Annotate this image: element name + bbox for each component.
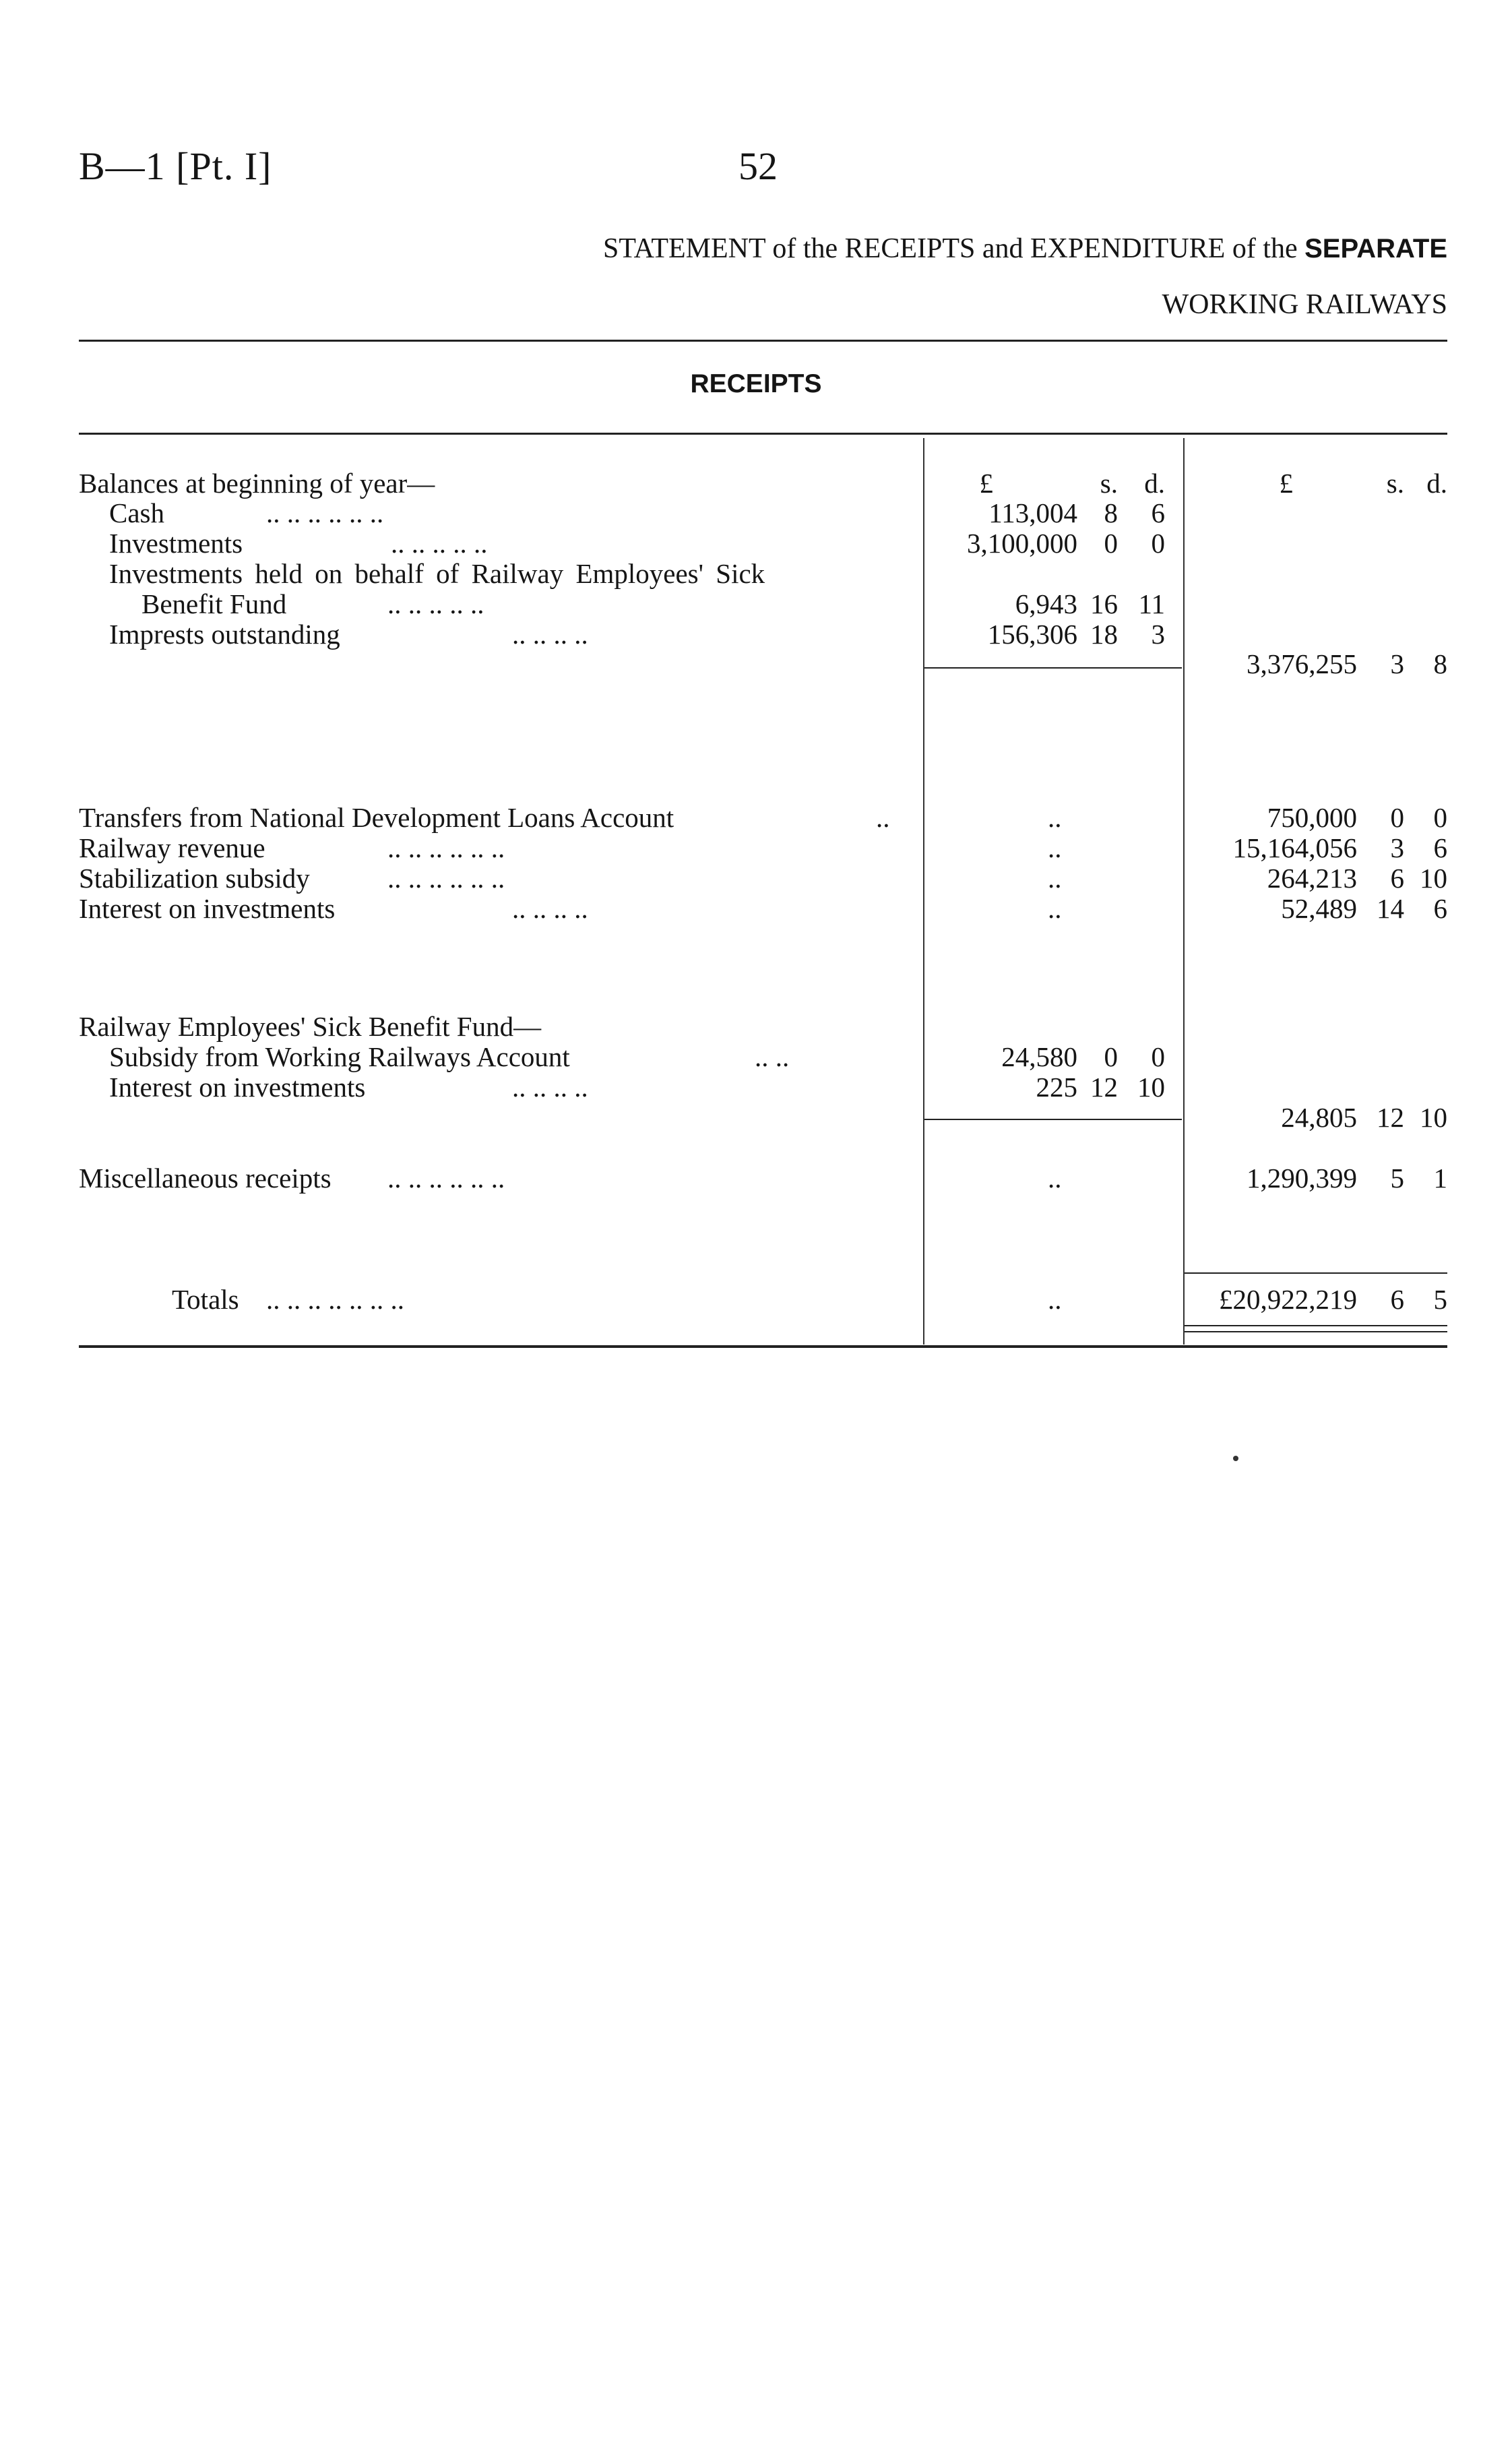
table-row bbox=[0, 588, 1512, 619]
row-shillings: 18 bbox=[1090, 619, 1118, 650]
table-row bbox=[0, 558, 1512, 589]
row-pounds: 3,100,000 bbox=[967, 528, 1077, 559]
statement-title-bold: SEPARATE bbox=[1304, 234, 1447, 264]
row-label: Stabilization subsidy bbox=[79, 863, 310, 894]
row-shillings: 8 bbox=[1104, 497, 1118, 528]
row-dots: .. .. .. .. .. .. bbox=[266, 497, 384, 528]
table-row bbox=[0, 648, 1512, 679]
table-row bbox=[0, 619, 1512, 650]
col2-pound-header: £ bbox=[1279, 468, 1293, 499]
table-row bbox=[0, 893, 1512, 924]
table-top-rule bbox=[79, 433, 1447, 435]
table-row bbox=[0, 1102, 1512, 1133]
column-headers bbox=[0, 468, 1512, 499]
page-number: 52 bbox=[738, 144, 778, 188]
row-label: Imprests outstanding bbox=[109, 619, 340, 650]
row-pounds: 6,943 bbox=[1015, 588, 1077, 619]
row-label: Cash bbox=[109, 497, 164, 528]
totals-label: Totals bbox=[172, 1284, 239, 1315]
table-row bbox=[0, 863, 1512, 894]
row-dots: .. .. .. .. .. .. bbox=[387, 1163, 505, 1194]
row-total-pounds: 3,376,255 bbox=[1247, 648, 1357, 679]
row-col1: .. bbox=[1048, 1163, 1062, 1194]
row-dots: .. .. .. .. .. .. bbox=[387, 832, 505, 863]
statement-subtitle: WORKING RAILWAYS bbox=[1162, 289, 1447, 320]
document-code: B—1 [Pt. I] bbox=[79, 144, 272, 188]
row-shillings: 0 bbox=[1104, 528, 1118, 559]
row-pence: 0 bbox=[1151, 528, 1165, 559]
row-total-pence: 10 bbox=[1420, 1102, 1447, 1133]
table-row bbox=[0, 832, 1512, 863]
row-col1: .. bbox=[1048, 802, 1062, 833]
table-bottom-rule bbox=[79, 1345, 1447, 1348]
table-row bbox=[0, 1041, 1512, 1072]
row-total-pence: 8 bbox=[1433, 648, 1447, 679]
row-total-shillings: 3 bbox=[1390, 648, 1404, 679]
table-row bbox=[0, 1163, 1512, 1194]
row-pence: 10 bbox=[1420, 863, 1447, 894]
stray-mark bbox=[1233, 1456, 1238, 1461]
row-label: Investments held on behalf of Railway Employees' Sick bbox=[109, 558, 765, 589]
totals-pounds: £20,922,219 bbox=[1219, 1284, 1357, 1315]
row-pounds: 156,306 bbox=[987, 619, 1077, 650]
row-shillings: 0 bbox=[1390, 802, 1404, 833]
totals-pence: 5 bbox=[1433, 1284, 1447, 1315]
row-shillings: 3 bbox=[1390, 832, 1404, 863]
row-pence: 6 bbox=[1433, 893, 1447, 924]
row-label: Interest on investments bbox=[79, 893, 336, 924]
table-row bbox=[0, 528, 1512, 559]
row-pence: 0 bbox=[1151, 1041, 1165, 1072]
section-title: RECEIPTS bbox=[690, 369, 822, 398]
row-pence: 3 bbox=[1151, 619, 1165, 650]
row-dots: .. .. .. .. .. .. bbox=[387, 863, 505, 894]
row-label: Miscellaneous receipts bbox=[79, 1163, 332, 1194]
row-shillings: 14 bbox=[1377, 893, 1404, 924]
row-label: Subsidy from Working Railways Account bbox=[109, 1041, 570, 1072]
row-dots: .. .. .. .. .. bbox=[387, 588, 484, 619]
col2-pence-header: d. bbox=[1426, 468, 1447, 499]
row-pence: 0 bbox=[1433, 802, 1447, 833]
row-shillings: 0 bbox=[1104, 1041, 1118, 1072]
row-col1: .. bbox=[1048, 832, 1062, 863]
row-dots: .. .. .. .. bbox=[512, 893, 588, 924]
table-row bbox=[0, 802, 1512, 833]
table-row bbox=[0, 1072, 1512, 1103]
row-pounds: 113,004 bbox=[988, 497, 1077, 528]
row-label: Railway revenue bbox=[79, 832, 265, 863]
row-pence: 6 bbox=[1151, 497, 1165, 528]
row-dots: .. bbox=[876, 802, 890, 833]
col1-pence-header: d. bbox=[1144, 468, 1165, 499]
balances-heading: Balances at beginning of year— bbox=[79, 468, 435, 499]
totals-row bbox=[0, 1284, 1512, 1315]
col2-shilling-header: s. bbox=[1386, 468, 1404, 499]
row-dots: .. .. .. .. bbox=[512, 619, 588, 650]
row-shillings: 12 bbox=[1090, 1072, 1118, 1103]
row-label: Interest on investments bbox=[109, 1072, 366, 1103]
col1-pound-header: £ bbox=[979, 468, 993, 499]
row-label: Benefit Fund bbox=[141, 588, 287, 619]
row-pounds: 264,213 bbox=[1267, 863, 1357, 894]
row-shillings: 6 bbox=[1390, 863, 1404, 894]
statement-title bbox=[603, 233, 1447, 265]
row-pounds: 225 bbox=[1036, 1072, 1077, 1103]
row-col1: .. bbox=[1048, 893, 1062, 924]
col1-shilling-header: s. bbox=[1100, 468, 1118, 499]
row-shillings: 16 bbox=[1090, 588, 1118, 619]
row-pounds: 1,290,399 bbox=[1247, 1163, 1357, 1194]
row-label: Transfers from National Development Loans Account bbox=[79, 802, 674, 833]
totals-double-rule-2 bbox=[1185, 1331, 1447, 1332]
row-pounds: 15,164,056 bbox=[1232, 832, 1357, 863]
row-pence: 11 bbox=[1138, 588, 1165, 619]
totals-shillings: 6 bbox=[1390, 1284, 1404, 1315]
row-dots: .. .. bbox=[755, 1041, 790, 1072]
table-row bbox=[0, 497, 1512, 528]
row-col1: .. bbox=[1048, 1284, 1062, 1315]
row-pounds: 24,580 bbox=[1001, 1041, 1077, 1072]
title-rule bbox=[79, 340, 1447, 342]
row-shillings: 5 bbox=[1390, 1163, 1404, 1194]
row-total-shillings: 12 bbox=[1377, 1102, 1404, 1133]
statement-title-prefix: STATEMENT of the RECEIPTS and EXPENDITURE of the bbox=[603, 233, 1305, 264]
row-pence: 10 bbox=[1137, 1072, 1165, 1103]
row-label: Railway Employees' Sick Benefit Fund— bbox=[79, 1011, 542, 1042]
row-label: Investments bbox=[109, 528, 243, 559]
row-pence: 6 bbox=[1433, 832, 1447, 863]
row-pounds: 52,489 bbox=[1281, 893, 1357, 924]
row-dots: .. .. .. .. .. bbox=[391, 528, 488, 559]
row-col1: .. bbox=[1048, 863, 1062, 894]
row-dots: .. .. .. .. .. .. .. bbox=[266, 1284, 404, 1315]
totals-double-rule-1 bbox=[1185, 1325, 1447, 1326]
totals-top-rule bbox=[1185, 1272, 1447, 1274]
row-dots: .. .. .. .. bbox=[512, 1072, 588, 1103]
row-pounds: 750,000 bbox=[1267, 802, 1357, 833]
row-pence: 1 bbox=[1433, 1163, 1447, 1194]
table-row bbox=[0, 1011, 1512, 1042]
row-total-pounds: 24,805 bbox=[1281, 1102, 1357, 1133]
